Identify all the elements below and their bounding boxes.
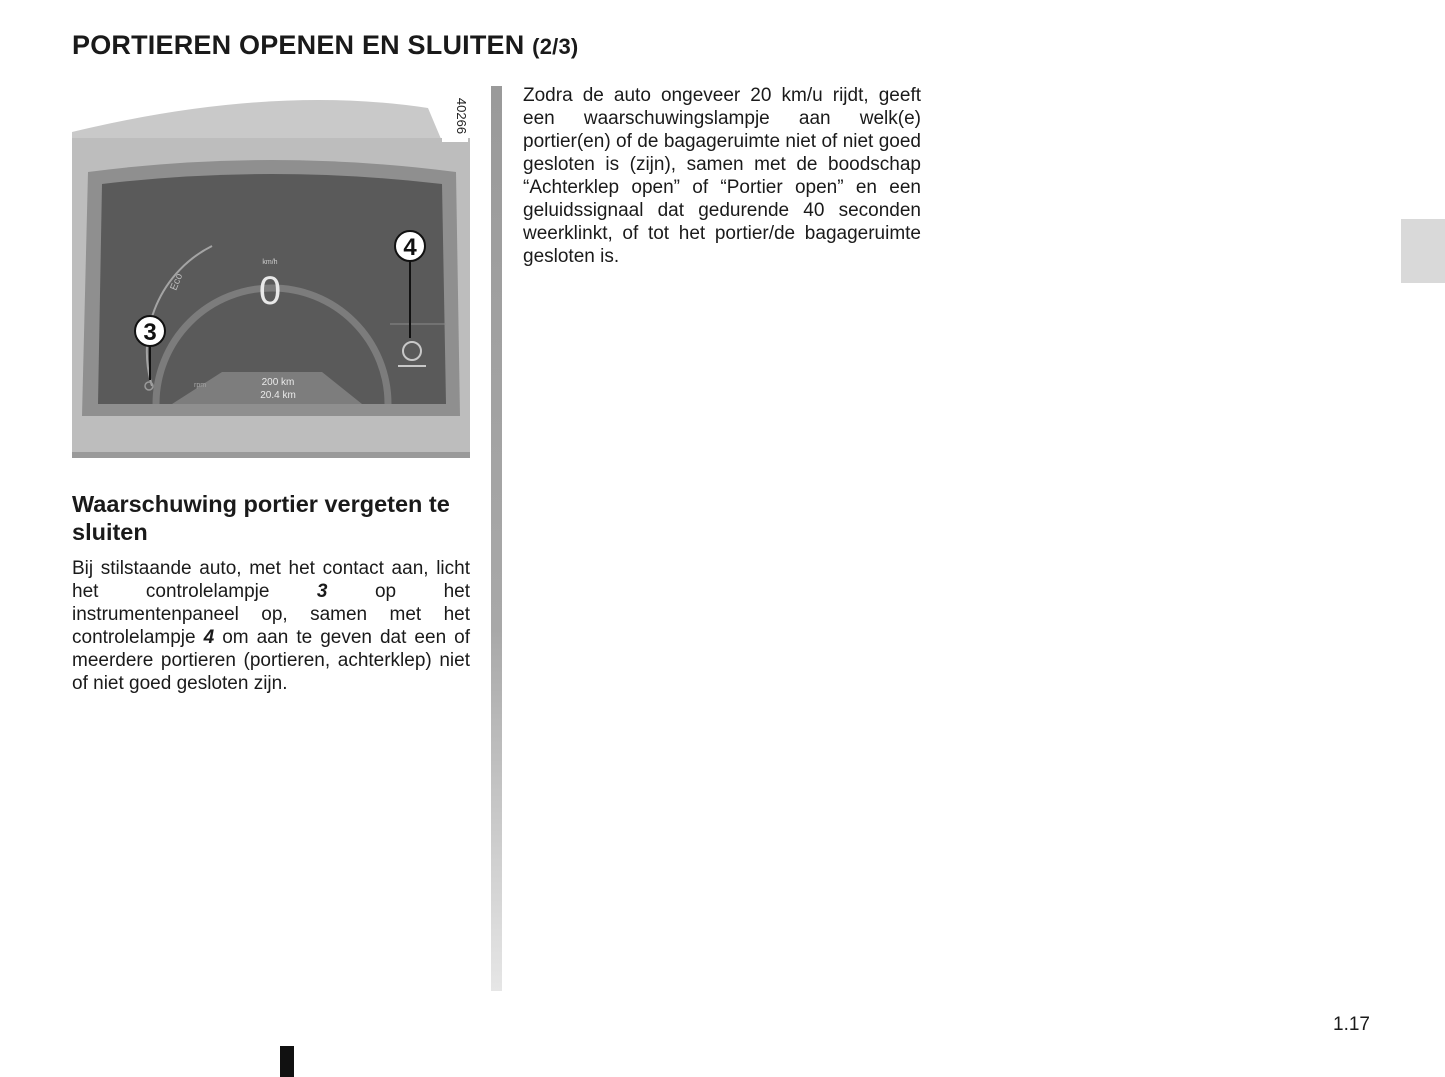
column-divider	[491, 86, 502, 991]
callout-3	[135, 316, 165, 346]
left-para-part2: op het instrumentenpaneel op, samen met het controlelampje	[72, 581, 470, 648]
ref-4: 4	[203, 627, 215, 648]
title-text: PORTIEREN OPENEN EN SLUITEN	[72, 30, 525, 60]
right-paragraph: Zodra de auto ongeveer 20 km/u rijdt, geeft een waarschuwingslampje aan welk(e) portier(en) of de bagageruimte niet of niet goed gesloten is (zijn), samen met de boodschap “Achterklep open” of “Portier open” en een geluidssignaal dat gedurende 40 seconden weerklinkt, of tot het portier/de bagageruimte gesloten is.	[523, 85, 921, 267]
chapter-tab	[1401, 219, 1445, 283]
speed-value: 0	[258, 269, 282, 313]
left-para-part1: Bij stilstaande auto, met het contact aan, licht het controlelampje	[72, 558, 470, 602]
callout-4-label: 4	[403, 234, 417, 261]
callout-4	[395, 231, 425, 261]
trip-line-1: 200 km	[261, 377, 295, 388]
page-title	[72, 30, 578, 61]
page-number: 1.17	[1333, 1014, 1370, 1035]
instrument-panel-figure	[72, 86, 470, 458]
left-para-part3: om aan te geven dat een of meerdere portieren (portieren, achterklep) niet of niet goed gesloten zijn.	[72, 627, 470, 694]
eco-label: Eco	[168, 272, 186, 293]
callout-3-label: 3	[143, 319, 157, 346]
figure-ref-number: 40266	[454, 97, 469, 135]
trip-line-2: 20.4 km	[260, 390, 296, 401]
left-paragraph	[72, 557, 470, 695]
page-indicator: (2/3)	[532, 34, 579, 59]
speed-unit: km/h	[262, 259, 278, 266]
section-heading: Waarschuwing portier vergeten te sluiten	[72, 491, 450, 545]
ref-3: 3	[316, 581, 328, 602]
footer-mark	[280, 1046, 294, 1077]
rpm-label: rpm	[194, 382, 207, 389]
